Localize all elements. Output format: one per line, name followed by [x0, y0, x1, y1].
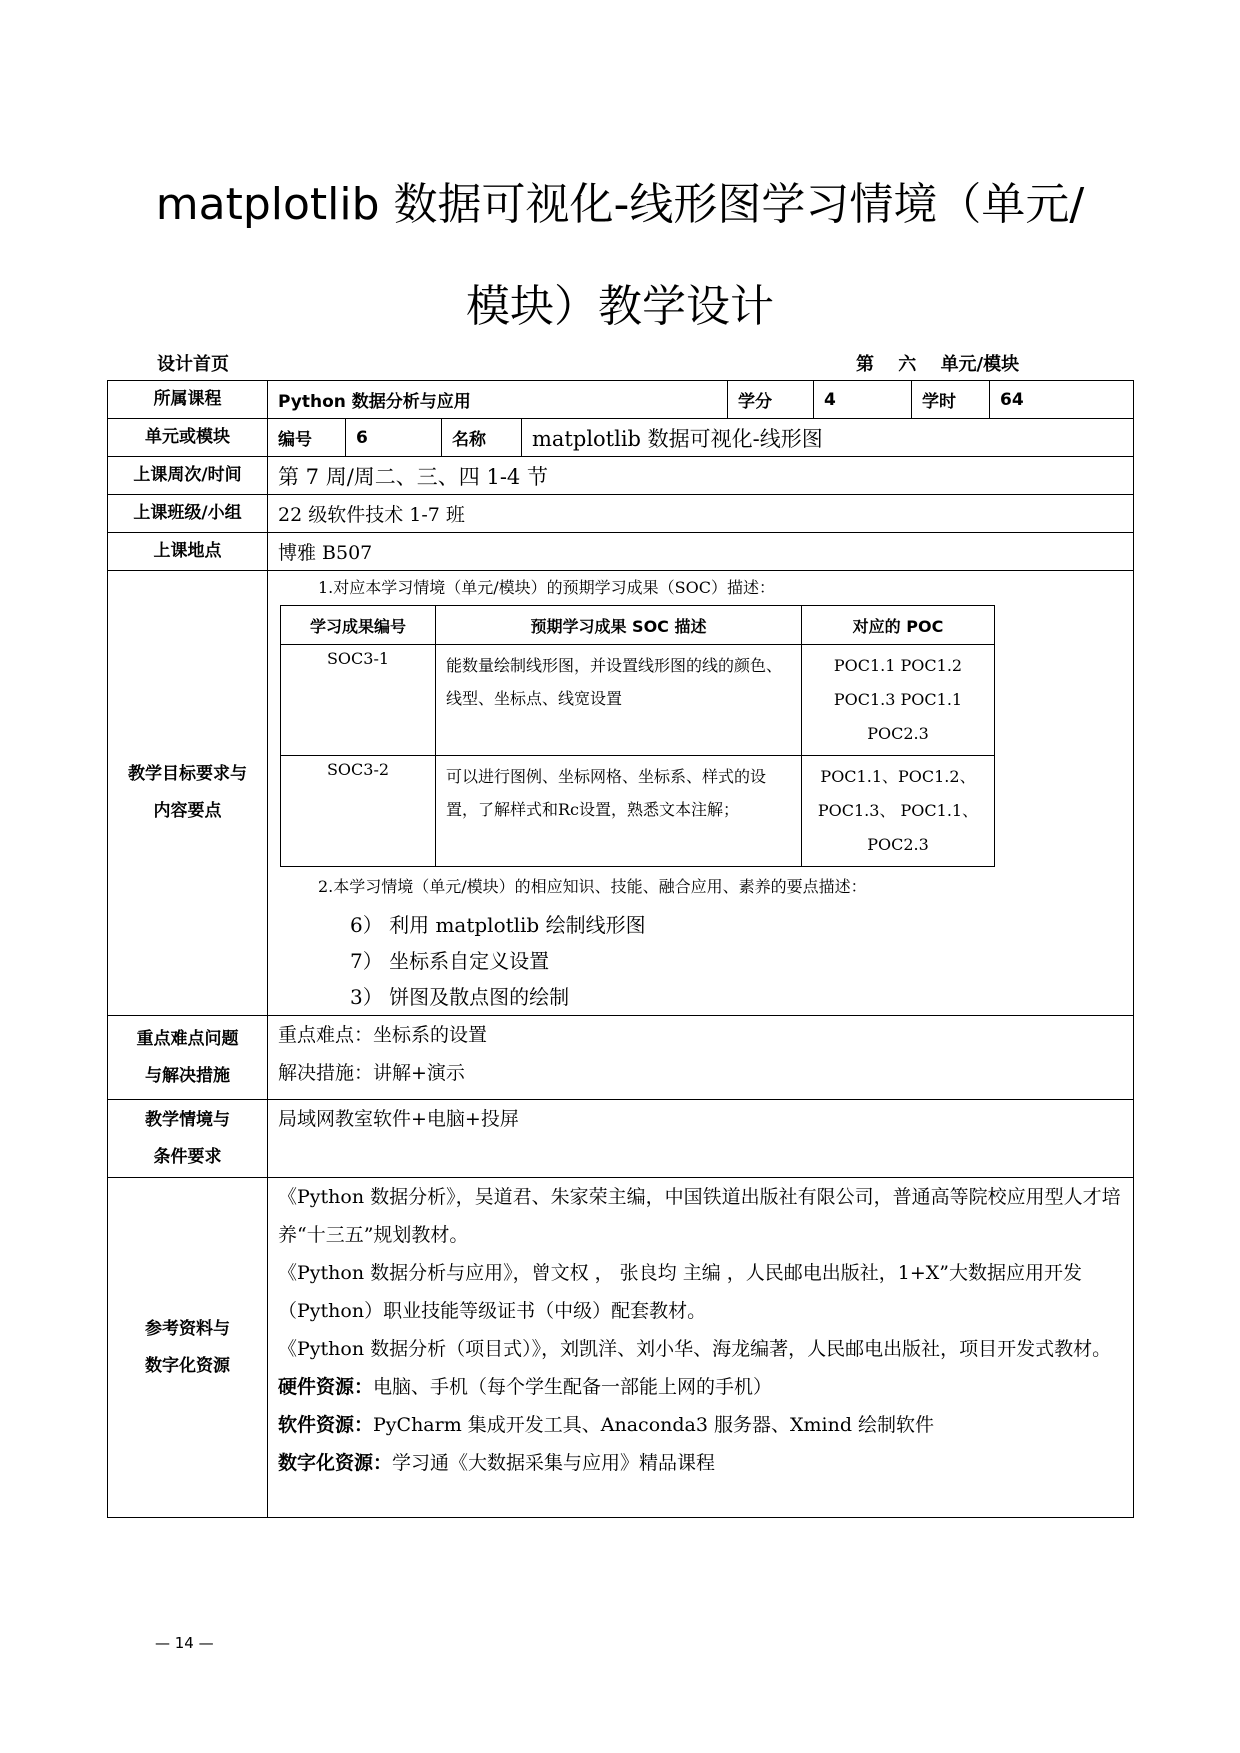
soc-desc: 能数量绘制线形图，并设置线形图的线的颜色、线型、坐标点、线宽设置: [436, 645, 802, 756]
environment-label-line2: 条件要求: [153, 1146, 222, 1167]
unit-indicator: [856, 350, 1037, 376]
key-points-label-line2: 与解决措施: [145, 1065, 230, 1086]
objectives-intro1: 1.对应本学习情境（单元/模块）的预期学习成果（SOC）描述：: [318, 578, 775, 597]
soc-poc: [802, 645, 995, 756]
reference-book: 《Python 数据分析与应用》，曾文权 ， 张良均 主编 ，人民邮电出版社，1+X”大数据应用开发（Python）职业技能等级证书（中级）配套教材。: [278, 1262, 1083, 1322]
course-label: 所属课程: [108, 381, 268, 419]
schedule-label: 上课周次/时间: [108, 457, 268, 495]
hours-label: 学时: [912, 381, 990, 419]
unit-suffix: 单元/模块: [940, 354, 1020, 375]
location-value: 博雅 B507: [268, 533, 1134, 571]
document-title-line2: 模块）教学设计: [466, 281, 774, 332]
software-value: PyCharm 集成开发工具、Anaconda3 服务器、Xmind 绘制软件: [373, 1414, 935, 1436]
soc-header-row: [281, 606, 995, 645]
environment-row: [108, 1100, 1134, 1178]
soc-row: [281, 756, 995, 867]
references-label-line1: 参考资料与: [145, 1318, 230, 1339]
soc-poc-line: POC2.3: [867, 724, 929, 743]
soc-header-desc: 预期学习成果 SOC 描述: [436, 606, 802, 645]
hours-value: 64: [990, 381, 1134, 419]
soc-poc: [802, 756, 995, 867]
key-points-label: [108, 1016, 268, 1100]
course-row: [108, 381, 1134, 419]
unit-number: 六: [898, 354, 917, 375]
references-content: [268, 1178, 1134, 1518]
key-points-content: [268, 1016, 1134, 1100]
knowledge-point: 7） 坐标系自定义设置: [350, 949, 550, 973]
key-points-row: [108, 1016, 1134, 1100]
environment-label-line1: 教学情境与: [145, 1109, 230, 1130]
location-row: [108, 533, 1134, 571]
references-row: [108, 1178, 1134, 1518]
knowledge-point: 6） 利用 matplotlib 绘制线形图: [350, 913, 646, 937]
soc-poc-line: POC1.1 POC1.2: [833, 656, 963, 675]
objectives-intro2: 2.本学习情境（单元/模块）的相应知识、技能、融合应用、素养的要点描述：: [318, 877, 867, 896]
software-resources: [278, 1406, 1123, 1444]
class-row: [108, 495, 1134, 533]
references-label: [108, 1178, 268, 1518]
hardware-value: 电脑、手机（每个学生配备一部能上网的手机）: [373, 1376, 773, 1398]
hardware-resources: [278, 1368, 1123, 1406]
digital-label: 数字化资源：: [278, 1452, 393, 1474]
design-table: [107, 380, 1134, 1518]
reference-book: 《Python 数据分析（项目式）》，刘凯洋、刘小华、海龙编著，人民邮电出版社，项目开发式教材。: [278, 1338, 1112, 1360]
references-label-line2: 数字化资源: [145, 1355, 230, 1376]
unit-row: [108, 419, 1134, 457]
location-label: 上课地点: [108, 533, 268, 571]
credit-value: 4: [814, 381, 912, 419]
key-difficulty: 重点难点：坐标系的设置: [278, 1024, 488, 1046]
soc-header-id: 学习成果编号: [281, 606, 436, 645]
software-label: 软件资源：: [278, 1414, 374, 1436]
knowledge-point: 3） 饼图及散点图的绘制: [350, 985, 570, 1009]
digital-value: 学习通《大数据采集与应用》精品课程: [392, 1452, 716, 1474]
document-title-line1: matplotlib 数据可视化-线形图学习情境（单元/: [155, 179, 1085, 230]
objectives-label-line2: 内容要点: [153, 801, 222, 821]
soc-row: [281, 645, 995, 756]
hardware-label: 硬件资源：: [278, 1376, 374, 1398]
design-home-label: 设计首页: [157, 354, 229, 375]
soc-poc-line: POC1.3 POC1.1: [833, 690, 963, 709]
class-label: 上课班级/小组: [108, 495, 268, 533]
key-solution: 解决措施：讲解+演示: [278, 1062, 465, 1084]
unit-label: 单元或模块: [108, 419, 268, 457]
objectives-label: [108, 571, 268, 1016]
reference-book: 《Python 数据分析》，吴道君、朱家荣主编，中国铁道出版社有限公司，普通高等院校应用型人才培养“十三五”规划教材。: [278, 1186, 1121, 1246]
unit-number-value: 6: [346, 419, 442, 457]
course-value: Python 数据分析与应用: [268, 381, 728, 419]
soc-id: SOC3-2: [281, 756, 436, 867]
soc-poc-line: POC1.3、 POC1.1、: [817, 801, 979, 820]
schedule-row: [108, 457, 1134, 495]
key-points-label-line1: 重点难点问题: [136, 1028, 239, 1049]
soc-desc: 可以进行图例、坐标网格、坐标系、样式的设置，了解样式和Rc设置，熟悉文本注解；: [436, 756, 802, 867]
soc-table: [280, 605, 995, 867]
unit-prefix: 第: [856, 354, 874, 375]
soc-poc-line: POC1.1、POC1.2、: [820, 767, 976, 786]
digital-resources: [278, 1444, 1123, 1482]
unit-name-value: matplotlib 数据可视化-线形图: [522, 419, 1134, 457]
environment-content: [268, 1100, 1134, 1178]
soc-header-poc: 对应的 POC: [802, 606, 995, 645]
objectives-content: [268, 571, 1134, 1016]
class-value: 22 级软件技术 1-7 班: [268, 495, 1134, 533]
unit-number-label: 编号: [268, 419, 346, 457]
soc-id: SOC3-1: [281, 645, 436, 756]
schedule-value: 第 7 周/周二、三、四 1-4 节: [268, 457, 1134, 495]
credit-label: 学分: [728, 381, 814, 419]
environment-label: [108, 1100, 268, 1178]
objectives-row: [108, 571, 1134, 1016]
unit-name-label: 名称: [442, 419, 522, 457]
page-number: — 14 —: [155, 1634, 214, 1652]
soc-poc-line: POC2.3: [867, 835, 929, 854]
environment-value: 局域网教室软件+电脑+投屏: [278, 1108, 519, 1130]
objectives-label-line1: 教学目标要求与: [128, 764, 247, 784]
